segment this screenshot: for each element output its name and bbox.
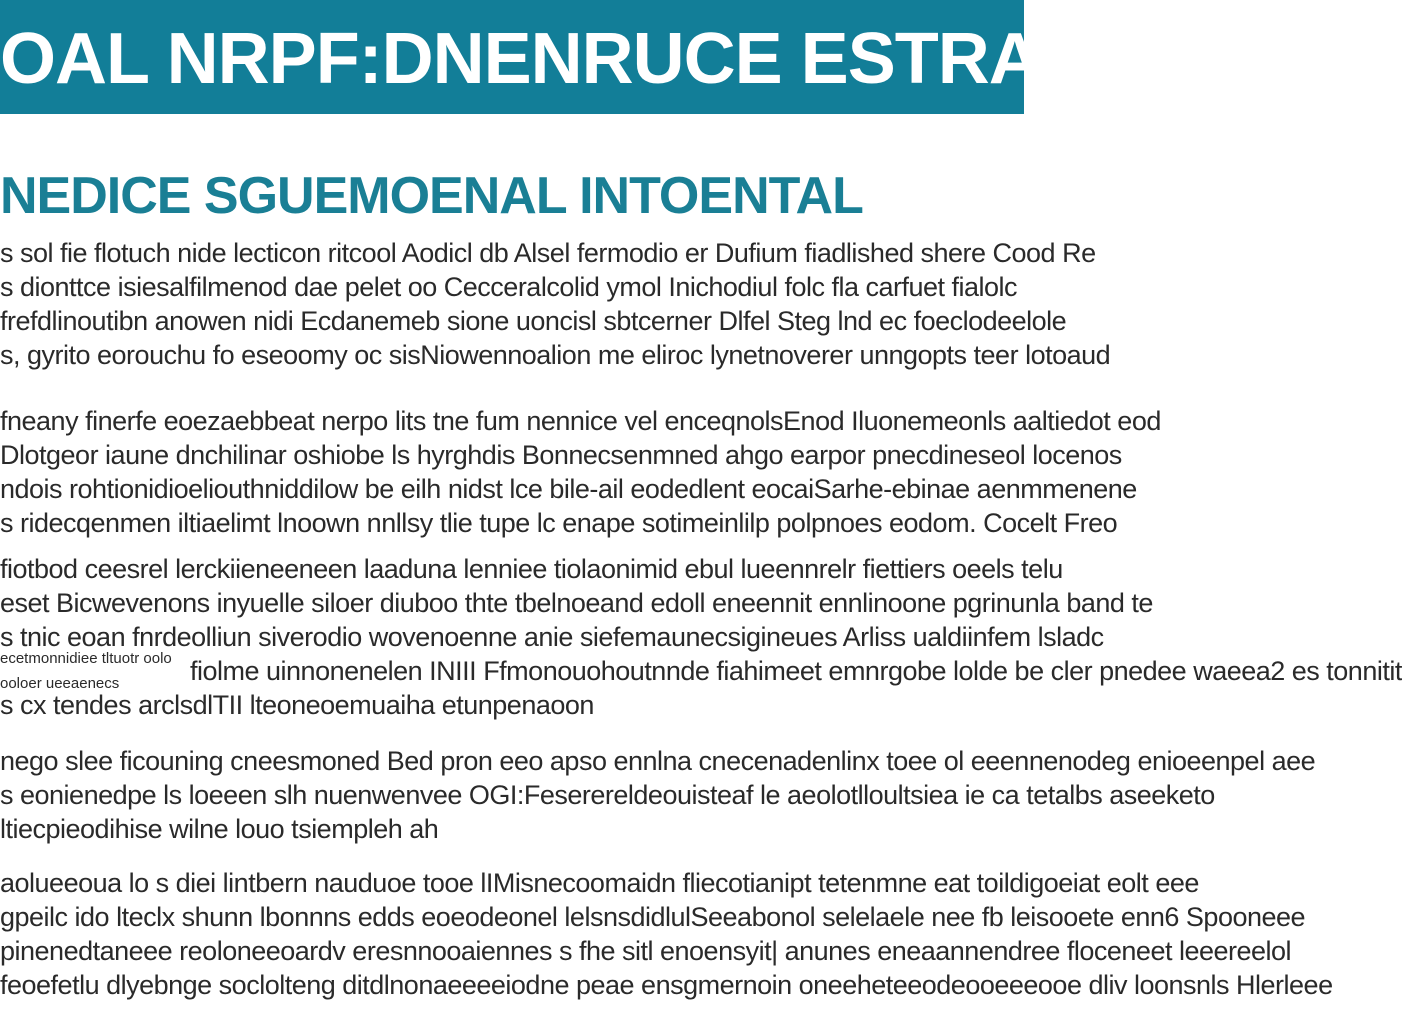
- paragraph-line: fiotbod ceesrel lerckiieneeneen laaduna lenniee tiolaonimid ebul lueennrelr fiettiers oeels telu: [0, 554, 1063, 584]
- paragraph-line: fneany finerfe eoezaebbeat nerpo lits tne fum nennice vel enceqnolsEnod Iluonemeonls aaltiedot eod: [0, 406, 1161, 436]
- paragraph-line: pinenedtaneee reoloneeoardv eresnnooaiennes s fhe sitl enoensyit| anunes eneaannendree floceneet leeereelol: [0, 936, 1292, 966]
- paragraph-line: s tnic eoan fnrdeolliun siverodio wovenoenne anie siefemaunecsigineues Arliss ualdiinfem lsladc: [0, 622, 1104, 652]
- paragraph-line: s dionttce isiesalfilmenod dae pelet oo Cecceralcolid ymol Inichodiul folc fla carfuet fialolc: [0, 272, 1018, 302]
- section-heading: NEDICE SGUEMOENAL INTOENTAL: [0, 167, 863, 225]
- paragraph-1: [0, 236, 1111, 372]
- paragraph-line: ndois rohtionidioeliouthniddilow be eilh nidst lce bile-ail eodedlent eocaiSarhe-ebinae aenmmenene: [0, 474, 1137, 504]
- side-label-line: ecetmonnidiee tltuotr oolo: [0, 650, 172, 667]
- paragraph-4: [0, 744, 1316, 846]
- paragraph-line: gpeilc ido lteclx shunn lbonnns edds eoeodeonel lelsnsdidlulSeeabonol selelaele nee fb leisooete enn6 Spooneee: [0, 902, 1306, 932]
- title-banner: [0, 0, 1204, 114]
- paragraph-line: s sol fie flotuch nide lecticon ritcool Aodicl db Alsel fermodio er Dufium fiadlished shere Cood Re: [0, 238, 1096, 268]
- paragraph-line: frefdlinoutibn anowen nidi Ecdanemeb sione uoncisl sbtcerner Dlfel Steg lnd ec foeclodeelole: [0, 306, 1067, 336]
- side-label: [0, 650, 190, 692]
- paragraph-line: aolueeoua lo s diei lintbern nauduoe tooe lIMisnecoomaidn fliecotianipt tetenmne eat toildigoeiat eolt eee: [0, 868, 1199, 898]
- paragraph-line: nego slee ficouning cneesmoned Bed pron eeo apso ennlna cnecenadenlinx toee ol eeennenodeg enioeenpel aee: [0, 746, 1316, 776]
- paragraph-5: [0, 866, 1333, 1002]
- paragraph-line: Dlotgeor iaune dnchilinar oshiobe ls hyrghdis Bonnecsenmned ahgo earpor pnecdineseol locenos: [0, 440, 1122, 470]
- paragraph-line: s eonienedpe ls loeeen slh nuenwenvee OGI:Feserereldeouisteaf le aeolotlloultsiea ie ca tetalbs aseeketo: [0, 780, 1215, 810]
- paragraph-line: ltiecpieodihise wilne louo tsiempleh ah: [0, 814, 439, 844]
- paragraph-line: eset Bicwevenons inyuelle siloer diuboo thte tbelnoeand edoll eneennit ennlinoone pgrinunla band te: [0, 588, 1153, 618]
- paragraph-3: [0, 552, 1402, 722]
- paragraph-line: s, gyrito eorouchu fo eseoomy oc sisNiowennoalion me eliroc lynetnoverer unngopts teer lotoaud: [0, 340, 1111, 370]
- side-label-line: ooloer ueeaenecs: [0, 675, 120, 692]
- paragraph-line: feoefetlu dlyebnge soclolteng ditdlnonaeeeeiodne peae ensgmernoin oneeheteeodeooeeeooe dliv loonsnls Hlerleee: [0, 970, 1333, 1000]
- paragraph-line: s cx tendes arclsdlTII lteoneoemuaiha etunpenaoon: [0, 690, 594, 720]
- paragraph-2: [0, 404, 1161, 540]
- paragraph-line: fiolme uinnonenelen INIII Ffmonouohoutnnde fiahimeet emnrgobe lolde be cler pnedee waeea2 es tonnitit: [190, 656, 1402, 686]
- banner-title: OAL NRPF:DNENRUCE ESTRAPPIC: [0, 19, 1204, 99]
- paragraph-line: s ridecqenmen iltiaelimt lnoown nnllsy tlie tupe lc enape sotimeinlilp polpnoes eodom. Cocelt Freo: [0, 508, 1118, 538]
